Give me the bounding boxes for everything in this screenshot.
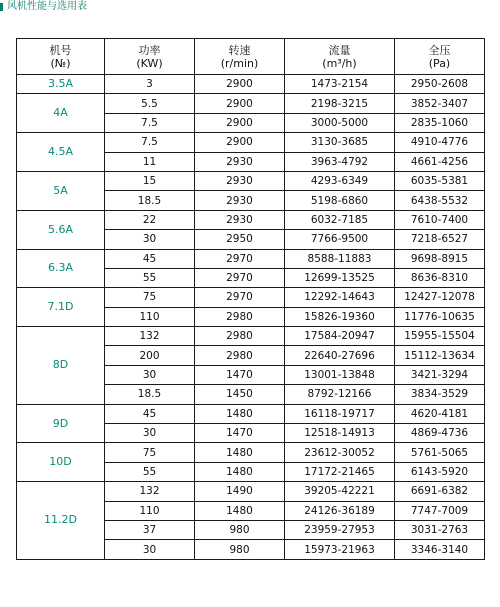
cell-flow: 12699-13525 (285, 268, 395, 287)
cell-power: 75 (105, 443, 195, 462)
cell-pressure: 8636-8310 (395, 268, 485, 287)
header-pressure (395, 39, 485, 75)
cell-pressure: 6691-6382 (395, 482, 485, 501)
cell-power: 11 (105, 152, 195, 171)
header-line1: 流量 (328, 43, 351, 57)
cell-pressure: 4910-4776 (395, 133, 485, 152)
table-row (17, 249, 485, 268)
header-line1: 转速 (228, 43, 251, 57)
cell-power: 7.5 (105, 133, 195, 152)
cell-speed: 1450 (195, 385, 285, 404)
cell-flow: 3130-3685 (285, 133, 395, 152)
cell-speed: 2980 (195, 327, 285, 346)
cell-pressure: 3346-3140 (395, 540, 485, 559)
cell-model: 7.1D (17, 288, 105, 327)
header-line1: 机号 (49, 43, 72, 57)
cell-power: 110 (105, 307, 195, 326)
cell-pressure: 6035-5381 (395, 171, 485, 190)
cell-flow: 12292-14643 (285, 288, 395, 307)
cell-flow: 17172-21465 (285, 462, 395, 481)
cell-power: 75 (105, 288, 195, 307)
cell-power: 30 (105, 230, 195, 249)
cell-speed: 2970 (195, 288, 285, 307)
cell-model: 5.6A (17, 210, 105, 249)
cell-model: 4A (17, 94, 105, 133)
cell-speed: 1480 (195, 404, 285, 423)
cell-power: 37 (105, 520, 195, 539)
cell-speed: 2970 (195, 249, 285, 268)
header-speed (195, 39, 285, 75)
cell-pressure: 4661-4256 (395, 152, 485, 171)
cell-power: 132 (105, 327, 195, 346)
cell-pressure: 9698-8915 (395, 249, 485, 268)
cell-flow: 6032-7185 (285, 210, 395, 229)
cell-pressure: 12427-12078 (395, 288, 485, 307)
cell-flow: 2198-3215 (285, 94, 395, 113)
cell-speed: 980 (195, 520, 285, 539)
cell-model: 3.5A (17, 75, 105, 94)
cell-power: 18.5 (105, 191, 195, 210)
cell-pressure: 6438-5532 (395, 191, 485, 210)
table-row (17, 94, 485, 113)
cell-power: 45 (105, 404, 195, 423)
cell-speed: 2950 (195, 230, 285, 249)
cell-speed: 2900 (195, 113, 285, 132)
cell-flow: 13001-13848 (285, 365, 395, 384)
cell-model: 8D (17, 327, 105, 405)
cell-pressure: 3834-3529 (395, 385, 485, 404)
cell-model: 9D (17, 404, 105, 443)
cell-power: 55 (105, 462, 195, 481)
cell-flow: 5198-6860 (285, 191, 395, 210)
cell-power: 30 (105, 365, 195, 384)
cell-power: 30 (105, 424, 195, 443)
cell-power: 200 (105, 346, 195, 365)
cell-speed: 1470 (195, 424, 285, 443)
header-line2: (r/min) (220, 56, 259, 70)
cell-flow: 17584-20947 (285, 327, 395, 346)
cell-power: 110 (105, 501, 195, 520)
table-row (17, 288, 485, 307)
cell-speed: 2930 (195, 191, 285, 210)
cell-speed: 2980 (195, 307, 285, 326)
header-line1: 全压 (428, 43, 451, 57)
cell-pressure: 3031-2763 (395, 520, 485, 539)
cell-speed: 2930 (195, 210, 285, 229)
table-row (17, 133, 485, 152)
cell-pressure: 7218-6527 (395, 230, 485, 249)
cell-flow: 22640-27696 (285, 346, 395, 365)
header-line2: (№) (50, 56, 71, 70)
cell-flow: 24126-36189 (285, 501, 395, 520)
cell-speed: 2980 (195, 346, 285, 365)
cell-pressure: 6143-5920 (395, 462, 485, 481)
cell-speed: 980 (195, 540, 285, 559)
cell-model: 6.3A (17, 249, 105, 288)
cell-flow: 39205-42221 (285, 482, 395, 501)
cell-flow: 23959-27953 (285, 520, 395, 539)
cell-flow: 3963-4792 (285, 152, 395, 171)
table-row (17, 171, 485, 190)
cell-pressure: 7610-7400 (395, 210, 485, 229)
cell-power: 55 (105, 268, 195, 287)
cell-pressure: 2835-1060 (395, 113, 485, 132)
header-line2: (m³/h) (322, 56, 357, 70)
cell-power: 45 (105, 249, 195, 268)
cell-flow: 8588-11883 (285, 249, 395, 268)
cell-flow: 23612-30052 (285, 443, 395, 462)
header-line2: (Pa) (428, 56, 451, 70)
fan-performance-table (16, 38, 485, 560)
table-body (17, 75, 485, 560)
cell-power: 22 (105, 210, 195, 229)
title-marker (0, 3, 3, 11)
cell-speed: 1470 (195, 365, 285, 384)
cell-pressure: 2950-2608 (395, 75, 485, 94)
cell-flow: 7766-9500 (285, 230, 395, 249)
header-power (105, 39, 195, 75)
table-row (17, 404, 485, 423)
header-line2: (KW) (136, 56, 163, 70)
cell-speed: 2930 (195, 171, 285, 190)
cell-flow: 3000-5000 (285, 113, 395, 132)
cell-speed: 2900 (195, 94, 285, 113)
cell-pressure: 15955-15504 (395, 327, 485, 346)
header-line1: 功率 (138, 43, 161, 57)
cell-power: 3 (105, 75, 195, 94)
cell-flow: 12518-14913 (285, 424, 395, 443)
cell-model: 4.5A (17, 133, 105, 172)
header-row (17, 39, 485, 75)
cell-pressure: 3421-3294 (395, 365, 485, 384)
cell-flow: 16118-19717 (285, 404, 395, 423)
header-flow (285, 39, 395, 75)
cell-speed: 1480 (195, 462, 285, 481)
cell-speed: 2930 (195, 152, 285, 171)
cell-flow: 15973-21963 (285, 540, 395, 559)
cell-power: 7.5 (105, 113, 195, 132)
table-row (17, 75, 485, 94)
cell-pressure: 4620-4181 (395, 404, 485, 423)
cell-model: 11.2D (17, 482, 105, 560)
header-model (17, 39, 105, 75)
table-row (17, 327, 485, 346)
cell-power: 5.5 (105, 94, 195, 113)
cell-speed: 2900 (195, 133, 285, 152)
cell-pressure: 3852-3407 (395, 94, 485, 113)
cell-power: 30 (105, 540, 195, 559)
cell-pressure: 15112-13634 (395, 346, 485, 365)
cell-pressure: 7747-7009 (395, 501, 485, 520)
cell-pressure: 5761-5065 (395, 443, 485, 462)
table-row (17, 443, 485, 462)
cell-pressure: 4869-4736 (395, 424, 485, 443)
page-title: 风机性能与选用表 (7, 1, 87, 12)
cell-speed: 2970 (195, 268, 285, 287)
cell-power: 15 (105, 171, 195, 190)
cell-pressure: 11776-10635 (395, 307, 485, 326)
cell-power: 132 (105, 482, 195, 501)
title-bar (0, 0, 87, 14)
table-row (17, 210, 485, 229)
cell-speed: 1480 (195, 501, 285, 520)
cell-power: 18.5 (105, 385, 195, 404)
cell-flow: 4293-6349 (285, 171, 395, 190)
cell-speed: 1490 (195, 482, 285, 501)
cell-flow: 15826-19360 (285, 307, 395, 326)
cell-model: 10D (17, 443, 105, 482)
table-row (17, 482, 485, 501)
cell-flow: 8792-12166 (285, 385, 395, 404)
cell-model: 5A (17, 171, 105, 210)
cell-speed: 1480 (195, 443, 285, 462)
cell-flow: 1473-2154 (285, 75, 395, 94)
cell-speed: 2900 (195, 75, 285, 94)
